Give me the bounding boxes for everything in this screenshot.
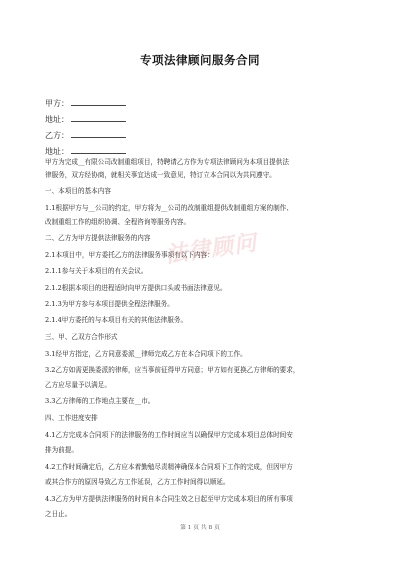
page-footer: 第 1 页 共 8 页 bbox=[180, 525, 220, 531]
party-b-address-field bbox=[45, 146, 126, 157]
body-line: 4.3乙方为甲方提供法律服务的时间自本合同生效之日起至甲方完成本项目的所有事项 bbox=[45, 495, 293, 503]
body-line: 之日止。 bbox=[45, 510, 72, 518]
field-label: 乙方： bbox=[45, 131, 69, 140]
body-line: 2.1本项目中，甲方委托乙方的法律服务事项有以下内容： bbox=[45, 251, 214, 259]
field-label: 地址： bbox=[45, 115, 69, 124]
section-heading: 三、甲、乙双方合作形式 bbox=[45, 333, 118, 341]
contract-title: 专项法律顾问服务合同 bbox=[140, 53, 260, 67]
section-heading: 一、本项目的基本内容 bbox=[45, 187, 111, 195]
party-a-field bbox=[45, 98, 126, 109]
body-line: 2.1.1参与关于本项目的有关会议。 bbox=[45, 267, 148, 275]
party-a-address-field bbox=[45, 114, 126, 125]
blank-line bbox=[71, 130, 126, 138]
blank-line bbox=[71, 98, 126, 106]
party-b-field bbox=[45, 130, 126, 141]
body-line: 2.1.4甲方委托的与本项目有关的其他法律服务。 bbox=[45, 316, 188, 324]
watermark: 法律顾问 bbox=[163, 230, 259, 269]
body-line: 4.1乙方完成本合同项下的法律服务的工作时间应当以确保甲方完成本项目总体时间安 bbox=[45, 431, 293, 439]
body-line: 律服务，双方经协商，就相关事宜达成一致意见，特订立本合同以为共同遵守。 bbox=[45, 171, 276, 179]
body-line: 3.1经甲方指定，乙方同意委派__律师完成乙方在本合同项下的工作。 bbox=[45, 350, 247, 358]
body-line: 排为前提。 bbox=[45, 446, 78, 454]
body-line: 3.3乙方律师的工作地点主要在__市。 bbox=[45, 397, 155, 405]
section-heading: 四、工作进度安排 bbox=[45, 414, 98, 422]
field-label: 甲方： bbox=[45, 99, 69, 108]
body-line: 甲方为完成__有限公司改制重组项目，特聘请乙方作为专项法律顾问为本项目提供法 bbox=[45, 158, 289, 166]
body-line: 乙方应尽量予以满足。 bbox=[45, 381, 111, 389]
body-line: 1.1根据甲方与__公司的约定，甲方将为__公司的改制重组提供改制重组方案的制作、 bbox=[45, 204, 293, 212]
blank-line bbox=[71, 146, 126, 154]
blank-line bbox=[71, 114, 126, 122]
body-line: 2.1.3为甲方参与本项目提供全程法律服务。 bbox=[45, 300, 174, 308]
body-line: 2.1.2根据本项目的进程适时向甲方提供口头或书面法律意见。 bbox=[45, 284, 227, 292]
field-label: 地址： bbox=[45, 147, 69, 156]
body-line: 3.2乙方如需更换委派的律师，应当事前征得甲方同意；甲方如有更换乙方律师的要求， bbox=[45, 366, 300, 374]
body-line: 4.2工作时间确定后，乙方应本着勤勉尽责精神确保本合同项下工作的完成，但因甲方 bbox=[45, 463, 293, 471]
body-line: 或其合作方的原因导致乙方工作延误，乙方工作时间得以顺延。 bbox=[45, 478, 230, 486]
section-heading: 二、乙方为甲方提供法律服务的内容 bbox=[45, 234, 151, 242]
body-line: 改制重组工作的组织协调、全程咨询等服务内容。 bbox=[45, 218, 191, 226]
